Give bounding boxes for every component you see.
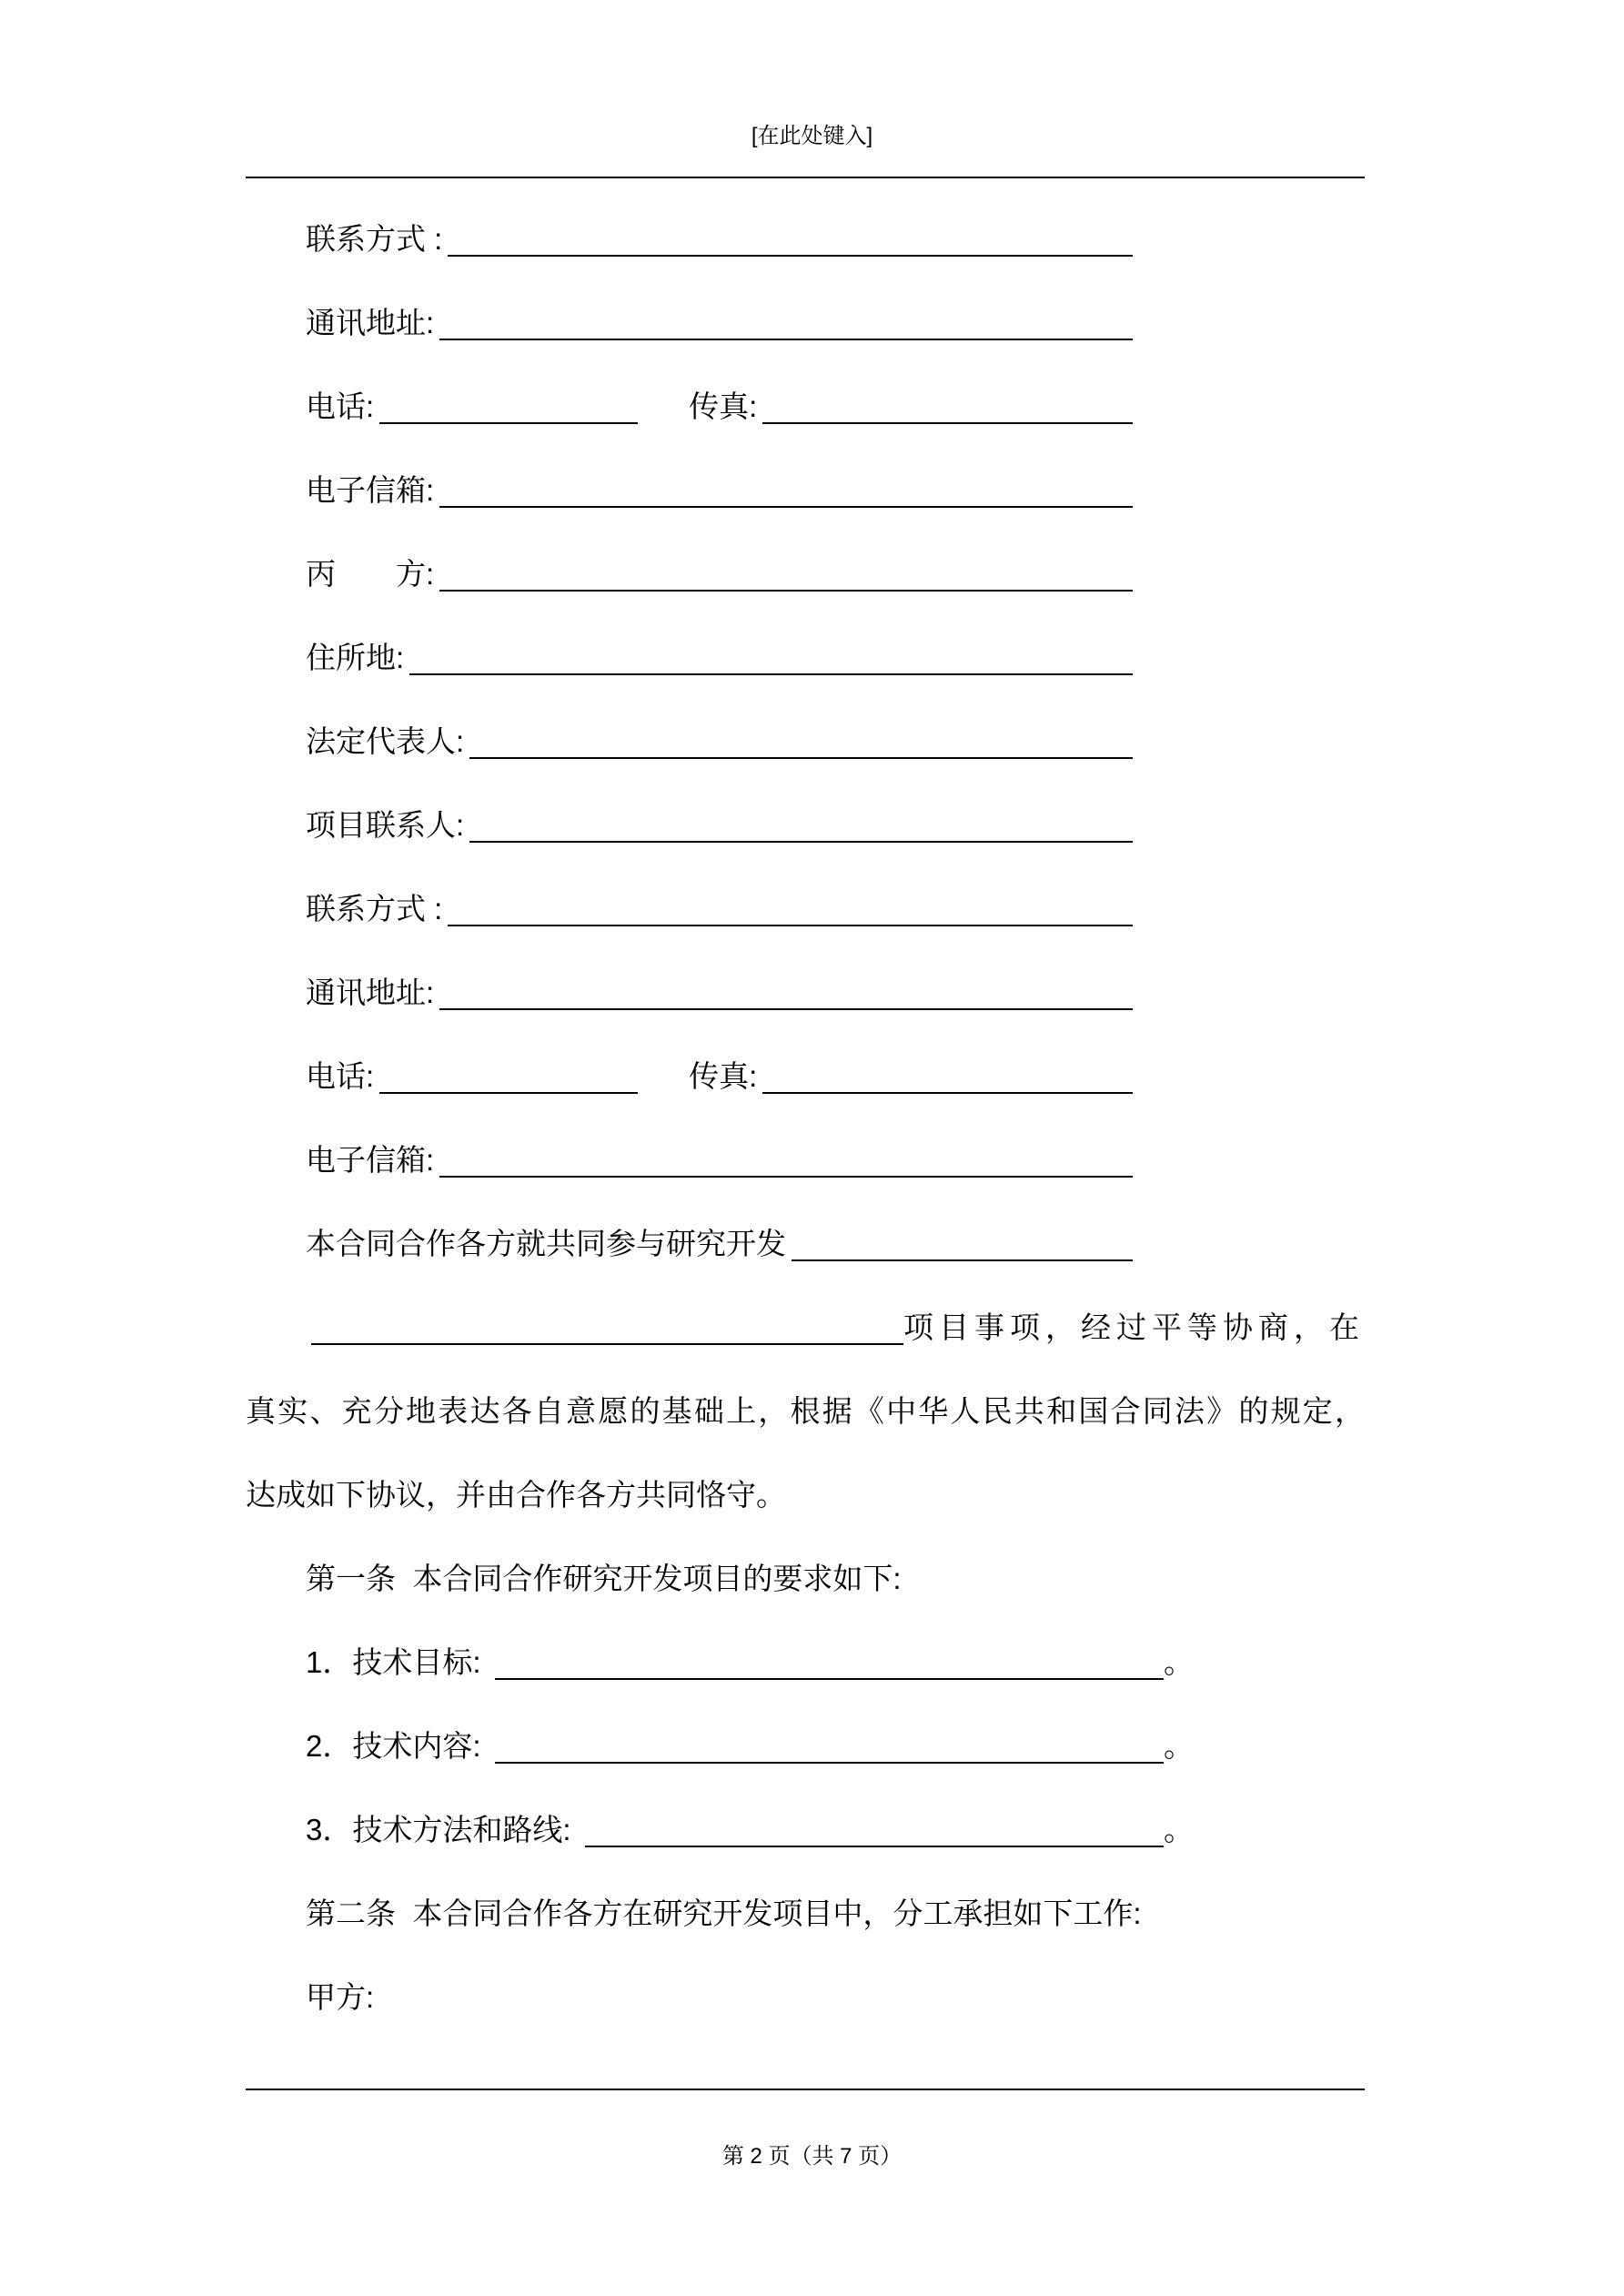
blank-underline	[439, 532, 1133, 592]
field-label-phone: 电话:	[306, 389, 375, 423]
item-period: 。	[1164, 1729, 1194, 1763]
blank-underline	[469, 784, 1133, 843]
clause-heading-article-1: 第一条 本合同合作研究开发项目的要求如下:	[306, 1562, 902, 1595]
paragraph-text-line: 真实、充分地表达各自意愿的基础上，根据《中华人民共和国合同法》的规定，	[246, 1394, 1365, 1428]
field-label: 丙 方:	[306, 557, 435, 591]
clause-heading-article-2: 第二条 本合同合作各方在研究开发项目中，分工承担如下工作:	[306, 1896, 1142, 1930]
blank-underline	[409, 616, 1133, 675]
field-line-legal-representative	[246, 700, 1133, 784]
field-line-mailing-address	[246, 951, 1133, 1035]
item-label: 3．技术方法和路线:	[306, 1813, 580, 1846]
field-line-contact-method	[246, 197, 1133, 281]
blank-underline	[495, 1621, 1164, 1680]
field-line-party-c	[246, 532, 1133, 616]
blank-underline	[439, 281, 1133, 340]
paragraph-wrap-line	[246, 1286, 1365, 1370]
numbered-item-tech-content	[246, 1704, 1194, 1788]
field-label: 电子信箱:	[306, 473, 435, 507]
field-label: 项目联系人:	[306, 808, 465, 842]
blank-underline	[379, 365, 638, 424]
phone-fax-line	[246, 1035, 1133, 1118]
field-label: 联系方式 :	[306, 222, 443, 256]
field-line-contact-method	[246, 867, 1133, 951]
paragraph-text: 项目事项，经过平等协商，在	[903, 1310, 1365, 1344]
blank-underline	[448, 867, 1133, 926]
blank-underline	[439, 1118, 1133, 1178]
field-label-fax: 传真:	[689, 1059, 758, 1093]
field-line-mailing-address	[246, 281, 1133, 365]
page-number: 第 2 页（共 7 页）	[721, 2144, 903, 2169]
field-label: 电子信箱:	[306, 1143, 435, 1177]
paragraph-lead-line	[246, 1202, 1133, 1286]
blank-underline	[792, 1202, 1133, 1261]
item-period: 。	[1164, 1813, 1194, 1846]
blank-underline	[762, 365, 1133, 424]
document-body	[246, 197, 1365, 2039]
field-line-project-contact	[246, 784, 1133, 867]
field-label: 住所地:	[306, 641, 405, 674]
field-label: 通讯地址:	[306, 306, 435, 339]
party-a-line: 甲方:	[306, 1980, 375, 2014]
field-line-email	[246, 449, 1133, 532]
blank-underline	[469, 700, 1133, 759]
field-line-email	[246, 1118, 1133, 1202]
page-header-placeholder: [在此处键入]	[751, 124, 873, 148]
blank-underline	[448, 197, 1133, 257]
field-line-domicile	[246, 616, 1133, 700]
numbered-item-tech-goal	[246, 1621, 1194, 1704]
footer-divider	[246, 2089, 1365, 2090]
field-label: 通讯地址:	[306, 976, 435, 1009]
blank-underline	[379, 1035, 638, 1094]
blank-underline	[585, 1788, 1164, 1847]
phone-fax-line	[246, 365, 1133, 449]
item-period: 。	[1164, 1645, 1194, 1679]
blank-underline	[495, 1704, 1164, 1764]
field-label-fax: 传真:	[689, 389, 758, 423]
field-label: 法定代表人:	[306, 724, 465, 758]
blank-underline	[762, 1035, 1133, 1094]
numbered-item-tech-method	[246, 1788, 1194, 1872]
field-label-phone: 电话:	[306, 1059, 375, 1093]
blank-underline	[439, 951, 1133, 1010]
item-label: 2．技术内容:	[306, 1729, 489, 1763]
field-label: 联系方式 :	[306, 892, 443, 925]
paragraph-text-line: 达成如下协议，并由合作各方共同恪守。	[246, 1478, 786, 1512]
blank-underline	[439, 449, 1133, 508]
item-label: 1．技术目标:	[306, 1645, 489, 1679]
blank-underline	[311, 1286, 903, 1345]
paragraph-text: 本合同合作各方就共同参与研究开发	[306, 1227, 786, 1260]
header-divider	[246, 177, 1365, 178]
